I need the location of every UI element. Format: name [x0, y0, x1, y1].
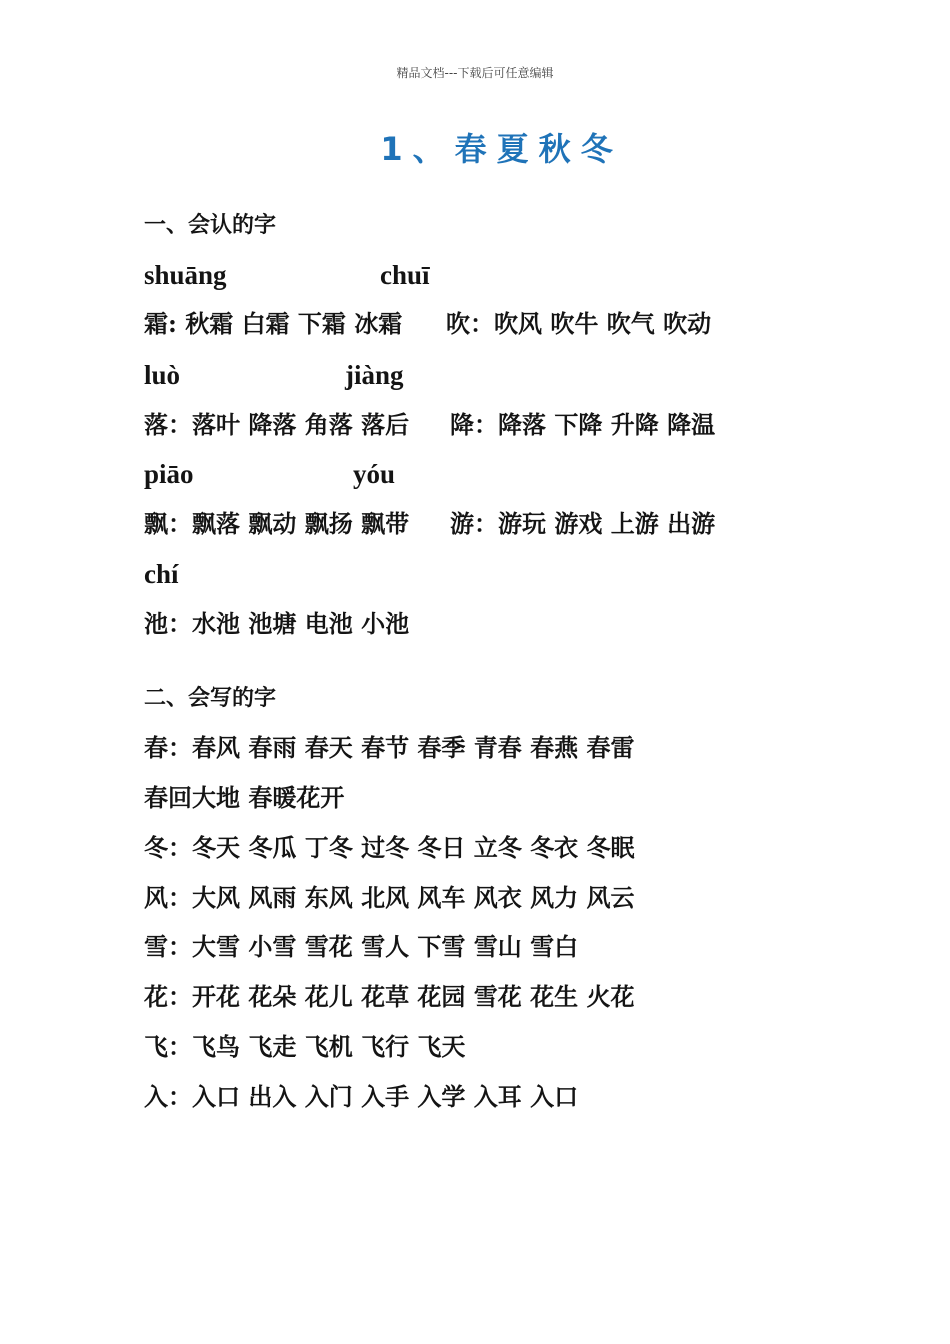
word-line: 雪：大雪 小雪 雪花 雪人 下雪 雪山 雪白 — [144, 932, 579, 961]
document-title: 1、春夏秋冬 — [380, 130, 623, 168]
word-row — [144, 309, 712, 339]
word-line: 飞：飞鸟 飞走 飞机 飞行 飞天 — [144, 1032, 466, 1061]
word-group: 吹：吹风 吹牛 吹气 吹动 — [446, 309, 712, 338]
pinyin-row — [144, 360, 404, 390]
pinyin-text: luò — [144, 360, 181, 390]
pinyin-text: yóu — [353, 459, 396, 489]
word-group: 飘：飘落 飘动 飘扬 飘带 — [144, 509, 410, 538]
word-line: 花：开花 花朵 花儿 花草 花园 雪花 花生 火花 — [144, 982, 635, 1011]
word-group: 池：水池 池塘 电池 小池 — [144, 609, 410, 638]
word-row — [144, 609, 409, 639]
section-heading-recognize: 一、会认的字 — [144, 212, 277, 238]
pinyin-text: piāo — [144, 459, 194, 489]
word-line: 入：入口 出入 入门 入手 入学 入耳 入口 — [144, 1082, 579, 1111]
word-group: 落：落叶 降落 角落 落后 — [144, 410, 410, 439]
word-line: 冬：冬天 冬瓜 丁冬 过冬 冬日 立冬 冬衣 冬眠 — [144, 833, 635, 862]
pinyin-text: jiàng — [345, 360, 404, 390]
word-line: 风：大风 风雨 东风 北风 风车 风衣 风力 风云 — [144, 883, 635, 912]
word-row — [144, 410, 716, 440]
word-group: 霜: 秋霜 白霜 下霜 冰霜 — [144, 309, 403, 338]
page-watermark: 精品文档---下载后可任意编辑 — [396, 66, 554, 80]
word-line: 春回大地 春暖花开 — [144, 783, 345, 812]
pinyin-row — [144, 260, 430, 290]
word-line: 春：春风 春雨 春天 春节 春季 青春 春燕 春雷 — [144, 733, 635, 762]
word-group: 游：游玩 游戏 上游 出游 — [450, 509, 716, 538]
pinyin-text: shuāng — [144, 260, 227, 290]
pinyin-row — [144, 459, 396, 489]
pinyin-text: chuī — [380, 260, 430, 290]
pinyin-row — [144, 559, 179, 589]
section-heading-write: 二、会写的字 — [144, 685, 277, 711]
word-group: 降：降落 下降 升降 降温 — [450, 410, 716, 439]
word-row — [144, 509, 716, 539]
pinyin-text: chí — [144, 559, 179, 589]
